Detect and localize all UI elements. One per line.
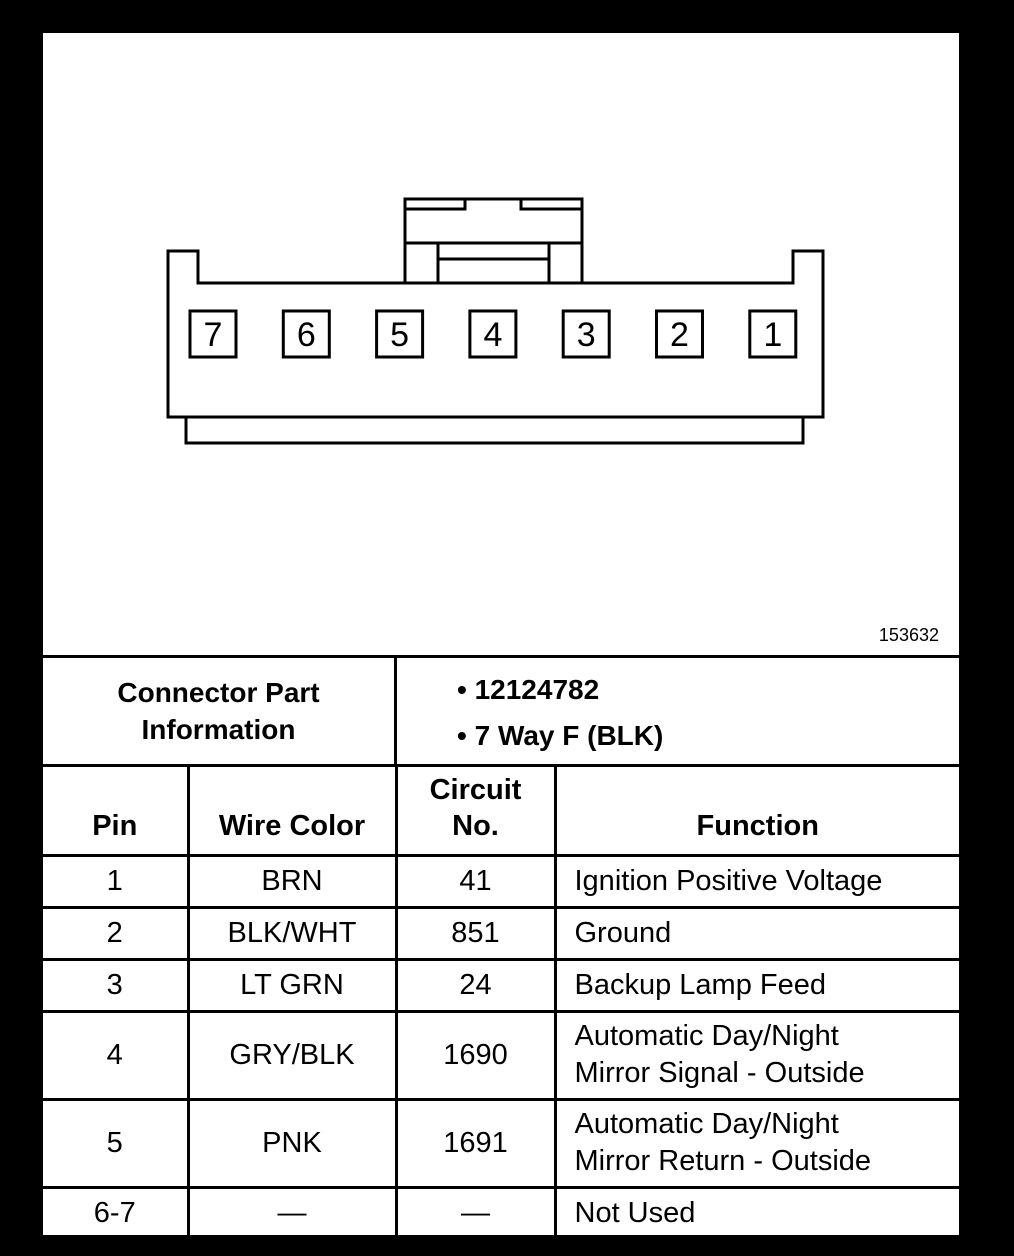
wire-color-cell: — (188, 1187, 396, 1239)
connector-diagram (43, 33, 959, 655)
cavity-number: 6 (296, 316, 316, 354)
function-cell: Not Used (555, 1187, 959, 1239)
function-cell: Automatic Day/Night Mirror Return - Outside (555, 1099, 959, 1187)
circuit-cell: 41 (396, 855, 555, 907)
cavity-5 (377, 311, 423, 357)
table-row (43, 1187, 959, 1239)
cavity-number: 2 (670, 316, 689, 354)
function-cell: Backup Lamp Feed (555, 959, 959, 1011)
wire-color-cell: GRY/BLK (188, 1011, 396, 1099)
pinout-sheet (40, 30, 962, 1238)
header-circuit-no: Circuit No. (396, 767, 555, 855)
table-row (43, 907, 959, 959)
table-row (43, 1011, 959, 1099)
circuit-cell: — (396, 1187, 555, 1239)
connector-face-view (43, 33, 959, 655)
drawing-number: 153632 (878, 625, 939, 645)
circuit-cell: 851 (396, 907, 555, 959)
pin-cell: 3 (43, 959, 188, 1011)
wire-color-cell: LT GRN (188, 959, 396, 1011)
cavity-number: 4 (483, 316, 503, 354)
pin-cell: 2 (43, 907, 188, 959)
header-wire-color: Wire Color (188, 767, 396, 855)
cavity-number: 1 (763, 316, 783, 354)
table-row (43, 1099, 959, 1187)
pin-cell: 1 (43, 855, 188, 907)
connector-latch (405, 199, 582, 283)
table-row (43, 855, 959, 907)
pin-cell: 4 (43, 1011, 188, 1099)
cavity-2 (657, 311, 703, 357)
function-cell: Ground (555, 907, 959, 959)
header-pin: Pin (43, 767, 188, 855)
connector-part-information (43, 655, 959, 767)
wire-color-cell: BLK/WHT (188, 907, 396, 959)
cavity-3 (563, 311, 609, 357)
wire-color-cell: BRN (188, 855, 396, 907)
function-cell: Ignition Positive Voltage (555, 855, 959, 907)
table-row (43, 959, 959, 1011)
part-info-values (457, 676, 663, 768)
pin-cell: 5 (43, 1099, 188, 1187)
cavity-6 (283, 311, 329, 357)
cavity-number: 3 (576, 316, 596, 354)
cavity-4 (470, 311, 516, 357)
connector-type: • 7 Way F (BLK) (457, 720, 664, 751)
cavity-number: 5 (390, 316, 410, 354)
header-function: Function (555, 767, 959, 855)
cavity-1 (750, 311, 796, 357)
function-cell: Automatic Day/Night Mirror Signal - Outside (555, 1011, 959, 1099)
circuit-cell: 1691 (396, 1099, 555, 1187)
circuit-cell: 1690 (396, 1011, 555, 1099)
wire-color-cell: PNK (188, 1099, 396, 1187)
circuit-cell: 24 (396, 959, 555, 1011)
pin-cell: 6-7 (43, 1187, 188, 1239)
connector-lip (186, 417, 803, 443)
cavity-number: 7 (203, 316, 223, 354)
part-info-label: Connector Part Information (43, 658, 397, 764)
part-number: • 12124782 (457, 674, 600, 705)
cavity-7 (190, 311, 236, 357)
pin-table (43, 767, 959, 1239)
